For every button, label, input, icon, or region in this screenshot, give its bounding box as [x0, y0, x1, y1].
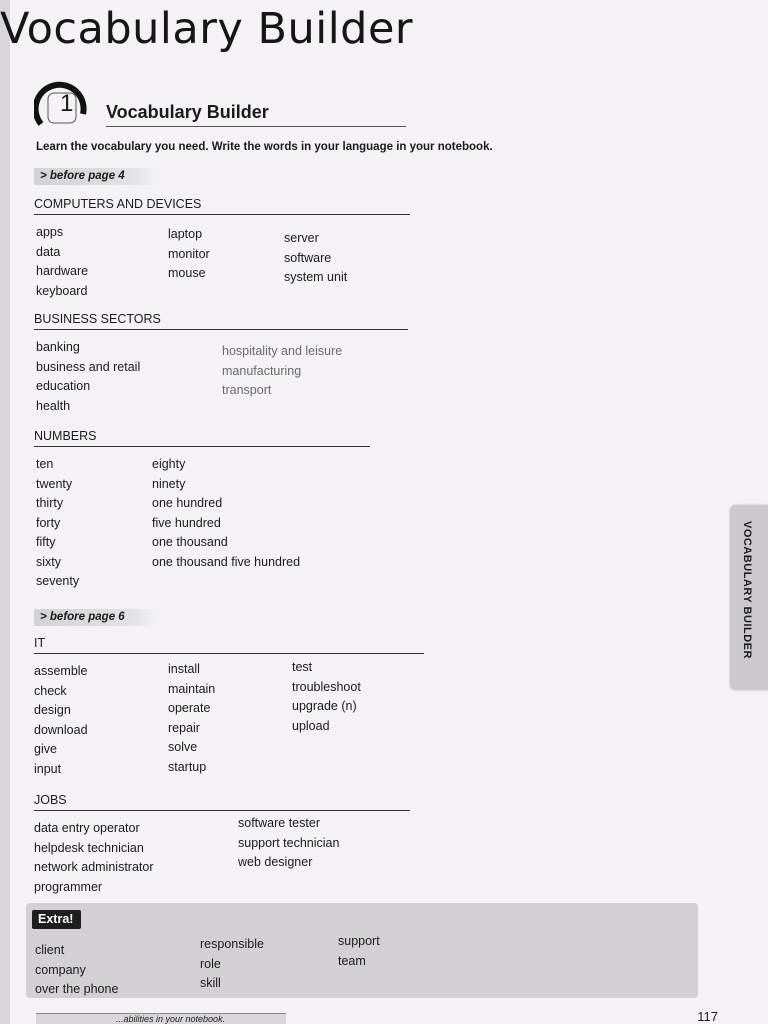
vocab-word: check [34, 683, 67, 698]
vocab-word: one hundred [152, 496, 223, 510]
extra-label: Extra! [32, 910, 81, 929]
vocab-word: maintain [168, 681, 216, 696]
vocab-word: solve [168, 740, 198, 754]
vocab-word: system unit [284, 270, 348, 284]
section-heading: COMPUTERS AND DEVICES [34, 197, 410, 215]
section-jobs [34, 793, 410, 898]
vocab-word: one thousand [152, 535, 228, 549]
section-heading: JOBS [34, 793, 410, 811]
unit-title-rule [106, 126, 406, 127]
vocab-word: server [284, 231, 319, 245]
vocab-word: startup [168, 759, 207, 774]
vocab-word: role [200, 956, 221, 971]
vocab-word: banking [36, 340, 80, 354]
vocab-word: skill [200, 976, 221, 990]
vocab-word: hospitality and leisure [222, 344, 343, 358]
extra-word-column [200, 935, 264, 994]
word-column [34, 662, 88, 779]
vocab-word: test [292, 660, 313, 674]
section-numbers [34, 429, 370, 594]
vocab-word: sixty [36, 554, 61, 569]
vocab-word: forty [36, 515, 61, 530]
vocab-word: over the phone [35, 982, 119, 996]
vocab-word: ninety [152, 476, 186, 491]
section-heading: BUSINESS SECTORS [34, 312, 408, 330]
unit-number: 1 [60, 90, 74, 117]
vocab-word: web designer [238, 855, 313, 869]
vocab-word: install [168, 662, 200, 676]
vocab-word: support [338, 934, 380, 948]
vocab-word: fifty [36, 535, 56, 549]
vocab-word: business and retail [36, 359, 141, 374]
page-number: 117 [697, 1009, 718, 1024]
section-it [34, 636, 424, 786]
vocab-word: keyboard [36, 283, 88, 298]
vocab-word: transport [222, 383, 272, 397]
vocab-word: twenty [36, 476, 73, 491]
vocab-word: manufacturing [222, 363, 302, 378]
word-column [292, 658, 361, 736]
word-column [284, 229, 347, 288]
vocab-word: design [34, 703, 71, 717]
intro-instruction: Learn the vocabulary you need. Write the words in your language in your notebook. [36, 141, 493, 153]
vocab-word: education [36, 379, 91, 393]
word-column [168, 660, 215, 777]
vocab-word: monitor [168, 246, 210, 261]
word-column [152, 455, 300, 572]
section-business-sectors [34, 312, 408, 417]
side-tab-label: VOCABULARY BUILDER [741, 521, 753, 659]
extra-word-column [338, 932, 380, 971]
page-title: Vocabulary Builder [0, 4, 414, 54]
vocab-word: five hundred [152, 515, 221, 530]
vocab-word: ten [36, 457, 54, 471]
vocab-word: eighty [152, 457, 186, 471]
vocab-word: repair [168, 720, 200, 735]
vocab-word: troubleshoot [292, 679, 361, 694]
before-page-6-tag: > before page 6 [34, 609, 158, 626]
vocab-word: apps [36, 225, 64, 239]
vocab-word: seventy [36, 574, 80, 588]
section-computers-devices [34, 197, 410, 297]
vocab-word: laptop [168, 227, 203, 241]
vocab-word: mouse [168, 266, 206, 280]
vocab-word: hardware [36, 264, 89, 278]
vocab-word: helpdesk technician [34, 840, 144, 855]
vocab-word: responsible [200, 937, 264, 951]
before-page-4-tag: > before page 4 [34, 168, 158, 185]
vocab-word: upgrade (n) [292, 699, 357, 713]
vocab-word: download [34, 722, 88, 737]
vocab-word: client [35, 943, 65, 957]
vocab-word: network administrator [34, 860, 154, 874]
vocab-word: assemble [34, 664, 88, 678]
word-column [238, 814, 339, 873]
vocab-word: team [338, 953, 366, 968]
section-heading: NUMBERS [34, 429, 370, 447]
vocab-word: upload [292, 718, 330, 733]
vocab-word: data entry operator [34, 821, 140, 835]
vocab-word: company [35, 962, 86, 977]
vocab-word: software tester [238, 816, 320, 830]
section-heading: IT [34, 636, 424, 654]
word-column [168, 225, 210, 284]
bottom-cut-off-box: ...abilities in your notebook. [36, 1013, 286, 1024]
vocab-word: software [284, 250, 332, 265]
word-column [36, 338, 140, 416]
vocab-word: support technician [238, 835, 340, 850]
vocab-word: health [36, 398, 71, 413]
vocab-word: one thousand five hundred [152, 554, 301, 569]
word-column [36, 455, 79, 592]
word-column [34, 819, 154, 897]
vocab-word: programmer [34, 879, 103, 894]
word-column [36, 223, 88, 301]
vocab-word: operate [168, 701, 211, 715]
vocab-word: thirty [36, 496, 64, 510]
unit-title: Vocabulary Builder [106, 102, 269, 122]
vocab-word: input [34, 761, 62, 776]
word-column [222, 342, 342, 401]
vocab-word: data [36, 244, 61, 259]
side-section-tab [730, 505, 768, 690]
vocab-word: give [34, 742, 57, 756]
extra-word-column [35, 941, 118, 1000]
